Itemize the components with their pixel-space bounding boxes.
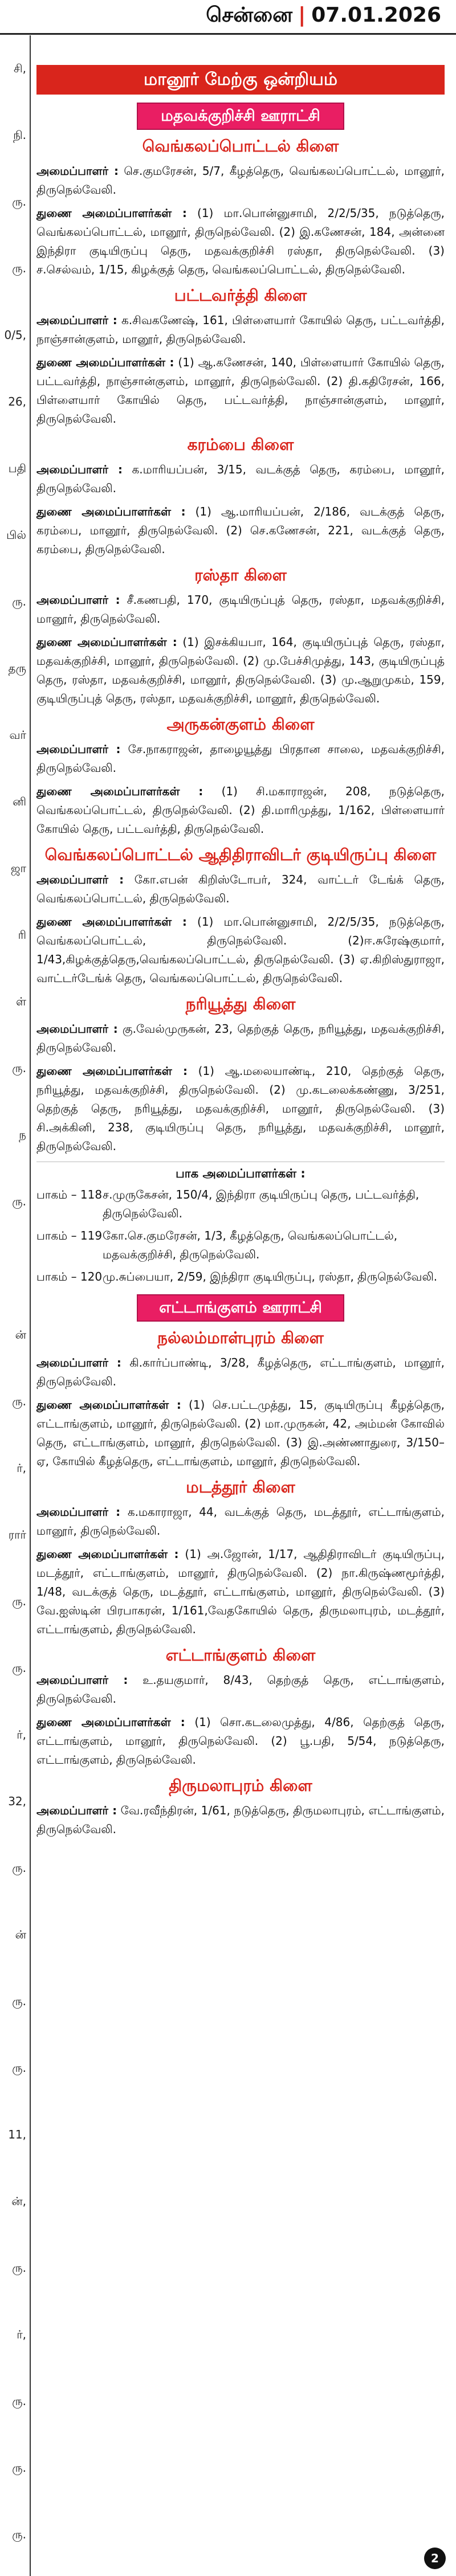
- spacer: [187, 915, 197, 929]
- left-fragment: 32,: [8, 1794, 26, 1808]
- left-fragment: ரு.: [12, 2528, 26, 2541]
- left-fragment: 0/5,: [4, 328, 26, 342]
- left-fragment: ரி: [18, 928, 26, 942]
- left-fragment: னி: [13, 795, 26, 808]
- left-fragment: 11,: [8, 2128, 26, 2141]
- panchayat-banner: எட்டாங்குளம் ஊராட்சி: [137, 1294, 344, 1322]
- panchayat-banner: மதவக்குறிச்சி ஊராட்சி: [137, 103, 344, 130]
- left-fragment: ரு.: [12, 1661, 26, 1675]
- role-label: துணை அமைப்பாளர்கள் :: [36, 206, 187, 220]
- spacer: [117, 313, 121, 327]
- part-number: பாகம் – 118: [36, 1188, 103, 1201]
- member-text: சே.நாகராஜன், தாழையூத்து பிரதான சாலை, மதவக்குறிச்சி, திருநெல்வேலி.: [36, 742, 445, 775]
- left-fragment: பதி: [8, 461, 26, 475]
- part-text: கோ.செ.குமரேசன், 1/3, கீழத்தெரு, வெங்கலப்பொட்டல், மதவக்குறிச்சி, திருநெல்வேலி.: [103, 1229, 398, 1261]
- role-label: அமைப்பாளர் :: [36, 873, 124, 886]
- spacer: [120, 1505, 128, 1519]
- member-entry: [36, 1062, 445, 1156]
- spacer: [123, 463, 132, 476]
- member-text: வே.ரவீந்திரன், 1/61, நடுத்தெரு, திருமலாபுரம், எட்டாங்குளம், திருநெல்வேலி.: [36, 1804, 445, 1836]
- left-fragment: வர்: [9, 728, 26, 742]
- member-entry: [36, 633, 445, 708]
- left-fragment: ன்: [15, 1928, 26, 1941]
- header-date: 07.01.2026: [311, 3, 441, 27]
- left-fragment: ரு.: [12, 1061, 26, 1075]
- member-entry: [36, 311, 445, 349]
- spacer: [121, 742, 128, 756]
- member-text: (1) இசக்கியபா, 164, குடியிருப்புத் தெரு, ரஸ்தா, மதவக்குறிச்சி, மானூர், திருநெல்வேலி. (2) மு.பேச்சிமுத்து, 143, குடியிருப்புத் தெரு, ரஸ்தா, மதவக்குறிச்சி, மானூர், திருநெல்வேலி. (3) மு.ஆறுமுகம், 159, குடியிருப்புத் தெரு, ரஸ்தா, மதவக்குறிச்சி, மானூர், திருநெல்வேலி.: [36, 635, 445, 705]
- role-label: அமைப்பாளர் :: [36, 742, 121, 756]
- left-fragment: ரு.: [12, 1594, 26, 1608]
- spacer: [187, 206, 197, 220]
- member-entry: [36, 204, 445, 279]
- left-fragment: ரு.: [12, 1395, 26, 1408]
- header-text: [206, 3, 441, 30]
- member-entry: [36, 1545, 445, 1639]
- spacer: [119, 164, 124, 178]
- spacer: [124, 873, 135, 886]
- member-text: (1) செ.பட்டமுத்து, 15, குடியிருப்பு கீழத்தெரு, எட்டாங்குளம், மானூர், திருநெல்வேலி. (2) மா.முருகன், 42, அம்மன் கோவில் தெரு, எட்டாங்குளம், மானூர், திருநெல்வேலி. (3) இ.அண்ணாதுரை, 3/150–ஏ, கோயில் கீழத்தெரு, எட்டாங்குளம், மானூர், திருநெல்வேலி.: [36, 1398, 445, 1468]
- main-column: [36, 65, 445, 1843]
- role-label: அமைப்பாளர் :: [36, 1673, 128, 1687]
- role-label: துணை அமைப்பாளர்கள் :: [36, 1547, 179, 1561]
- role-label: துணை அமைப்பாளர்கள் :: [36, 1715, 185, 1729]
- branch-title: எட்டாங்குளம் கிளை: [165, 1646, 316, 1665]
- left-fragment: ரு.: [12, 2394, 26, 2408]
- sections-container: [36, 103, 445, 1839]
- spacer: [203, 784, 221, 798]
- part-row: [36, 1185, 445, 1223]
- spacer: [188, 1064, 198, 1078]
- member-text: (1) மா.பொன்னுசாமி, 2/2/5/35, நடுத்தெரு, வெங்கலப்பொட்டல், திருநெல்வேலி. (2)ஈ.சுரேஷ்குமார், 1/43,கிழக்குத்தெரு,வெங்கலப்பொட்டல், திருநெல்வேலி. (3) ஏ.கிறிஸ்துராஜா, வாட்டர்டேங்க் தெரு, வெங்கலப்பொட்டல், திருநெல்வேலி.: [36, 915, 445, 985]
- left-fragment: சி,: [13, 62, 26, 75]
- member-entry: [36, 162, 445, 199]
- member-text: சீ.கணபதி, 170, குடியிருப்புத் தெரு, ரஸ்தா, மதவக்குறிச்சி, மானூர், திருநெல்வேலி.: [36, 593, 445, 625]
- left-fragment: தரு: [8, 661, 26, 675]
- member-entry: [36, 1396, 445, 1471]
- member-text: உ.தயகுமார், 8/43, தெற்குத் தெரு, எட்டாங்குளம், திருநெல்வேலி.: [36, 1673, 445, 1706]
- member-text: கோ.எபன் கிறிஸ்டோபர், 324, வாட்டர் டேங்க் தெரு, வெங்கலப்பொட்டல், திருநெல்வேலி.: [36, 873, 445, 905]
- branch-title: நரியூத்து கிளை: [185, 995, 296, 1013]
- member-entry: [36, 782, 445, 839]
- member-text: (1) ஆ.மலையாண்டி, 210, தெற்குத் தெரு, நரியூத்து, மதவக்குறிச்சி, திருநெல்வேலி. (2) மு.கடலைக்கண்ணு, 3/251, தெற்குத் தெரு, நரியூத்து, மதவக்குறிச்சி, மானூர், திருநெல்வேலி. (3) சி.அக்கினி, 238, குடியிருப்பு தெரு, நரியூத்து, மதவக்குறிச்சி, மானூர், திருநெல்வேலி.: [36, 1064, 445, 1153]
- member-entry: [36, 740, 445, 778]
- role-label: அமைப்பாளர் :: [36, 313, 117, 327]
- part-number: பாகம் – 119: [36, 1229, 103, 1242]
- branch-title: மடத்தூர் கிளை: [186, 1478, 295, 1496]
- member-text: கி.கார்ப்பாண்டி, 3/28, கீழத்தெரு, எட்டாங்குளம், மானூர், திருநெல்வேலி.: [36, 1356, 445, 1388]
- part-text: மு.சுப்பையா, 2/59, இந்திரா குடியிருப்பு, ரஸ்தா, திருநெல்வேலி.: [103, 1270, 438, 1283]
- role-label: அமைப்பாளர் :: [36, 164, 119, 178]
- branch-title: கரம்பை கிளை: [187, 435, 294, 454]
- part-text: ச.முருகேசன், 150/4, இந்திரா குடியிருப்பு தெரு, பட்டவர்த்தி, திருநெல்வேலி.: [103, 1188, 420, 1220]
- branch-title: பட்டவர்த்தி கிளை: [174, 286, 307, 305]
- member-text: (1) சி.மகாராஜன், 208, நடுத்தெரு, வெங்கலப்பொட்டல், திருநெல்வேலி. (2) தி.மாரிமுத்து, 1/162, பிள்ளையார் கோயில் தெரு, பட்டவர்த்தி, திருநெல்வேலி.: [36, 784, 445, 836]
- left-fragment: ன்,: [11, 2194, 26, 2208]
- branch-title: நல்லம்மாள்புரம் கிளை: [157, 1328, 324, 1347]
- left-fragment: ரு.: [12, 1994, 26, 2008]
- branch-title: திருமலாபுரம் கிளை: [169, 1776, 312, 1795]
- page-number: 2: [424, 2548, 446, 2569]
- spacer: [179, 1547, 185, 1561]
- member-text: (1) சொ.கடலைமுத்து, 4/86, தெற்குத் தெரு, எட்டாங்குளம், மானூர், திருநெல்வேலி. (2) பூ.பதி, 5/54, நடுத்தெரு, எட்டாங்குளம், திருநெல்வேலி.: [36, 1715, 445, 1767]
- left-fragment: ர்,: [17, 1728, 26, 1741]
- role-label: துணை அமைப்பாளர்கள் :: [36, 505, 186, 518]
- member-text: (1) அ.ஜோன், 1/17, ஆதிதிராவிடர் குடியிருப்பு, மடத்தூர், எட்டாங்குளம், மானூர், திருநெல்வேலி. (2) நா.கிருஷ்ணமூர்த்தி, 1/48, வடக்குத் தெரு, மடத்தூர், எட்டாங்குளம், மானூர், திருநெல்வேலி. (3) வே.ஐஸ்டின் பிரபாகரன், 1/161,வேதகோயில் தெரு, திருமலாபுரம், மடத்தூர், எட்டாங்குளம், திருநெல்வேலி.: [36, 1547, 445, 1636]
- branch-title: அருகன்குளம் கிளை: [166, 715, 315, 734]
- role-label: அமைப்பாளர் :: [36, 1356, 121, 1369]
- member-text: (1) ஆ.கணேசன், 140, பிள்ளையார் கோயில் தெரு, பட்டவர்த்தி, நாஞ்சான்குளம், மானூர், திருநெல்வேலி. (2) தி.கதிரேசன், 166, பிள்ளையார் கோயில் தெரு, பட்டவர்த்தி, நாஞ்சான்குளம், மானூர், திருநெல்வேலி.: [36, 355, 445, 426]
- member-entry: [36, 1503, 445, 1540]
- member-entry: [36, 1713, 445, 1769]
- left-fragment: ர்,: [17, 2328, 26, 2341]
- part-number: பாகம் – 120: [36, 1270, 103, 1283]
- page-header: [0, 0, 456, 35]
- member-entry: [36, 353, 445, 428]
- member-entry: [36, 1801, 445, 1839]
- role-label: துணை அமைப்பாளர்கள் :: [36, 1398, 181, 1412]
- role-label: அமைப்பாளர் :: [36, 1022, 118, 1036]
- parts-heading: பாக அமைப்பாளர்கள் :: [176, 1167, 306, 1180]
- member-text: செ.குமரேசன், 5/7, கீழத்தெரு, வெங்கலப்பொட்டல், மானூர், திருநெல்வேலி.: [36, 164, 445, 197]
- member-entry: [36, 460, 445, 498]
- spacer: [118, 1022, 123, 1036]
- role-label: துணை அமைப்பாளர்கள் :: [36, 915, 187, 929]
- left-fragment: ஜா: [10, 861, 26, 875]
- member-text: கு.வேல்முருகன், 23, தெற்குத் தெரு, நரியூத்து, மதவக்குறிச்சி, திருநெல்வேலி.: [36, 1022, 445, 1054]
- left-fragment: ரு.: [12, 1861, 26, 1875]
- member-entry: [36, 913, 445, 988]
- union-title-banner: மானூர் மேற்கு ஒன்றியம்: [36, 65, 445, 95]
- left-fragment: ரு.: [12, 2061, 26, 2075]
- member-text: க.மகாராஜா, 44, வடக்குத் தெரு, மடத்தூர், எட்டாங்குளம், மானூர், திருநெல்வேலி.: [36, 1505, 445, 1538]
- branch-title: ரஸ்தா கிளை: [194, 566, 287, 584]
- left-fragment: ரு.: [12, 2461, 26, 2475]
- role-label: துணை அமைப்பாளர்கள் :: [36, 355, 174, 369]
- role-label: துணை அமைப்பாளர்கள் :: [36, 635, 177, 649]
- left-fragment: ர்,: [17, 1461, 26, 1475]
- role-label: அமைப்பாளர் :: [36, 1804, 117, 1817]
- spacer: [128, 1673, 142, 1687]
- member-entry: [36, 591, 445, 628]
- left-fragment: நி.: [13, 128, 26, 142]
- member-text: (1) மா.பொன்னுசாமி, 2/2/5/35, நடுத்தெரு, வெங்கலப்பொட்டல், மானூர், திருநெல்வேலி. (2) இ.கணேசன், 184, அன்னை இந்திரா குடியிருப்பு தெரு, மதவக்குறிச்சி ரஸ்தா, திருநெல்வேலி. (3) ச.செல்வம், 1/15, கிழக்குத் தெரு, வெங்கலப்பொட்டல், திருநெல்வேலி.: [36, 206, 445, 276]
- part-row: [36, 1267, 445, 1286]
- member-text: (1) ஆ.மாரியப்பன், 2/186, வடக்குத் தெரு, கரம்பை, மானூர், திருநெல்வேலி. (2) செ.கணேசன், 221, வடக்குத் தெரு, கரம்பை, திருநெல்வேலி.: [36, 505, 445, 556]
- left-fragment: 26,: [8, 395, 26, 408]
- left-fragment: ந: [19, 1128, 26, 1142]
- left-fragment: ள்: [15, 995, 26, 1008]
- member-entry: [36, 502, 445, 559]
- left-fragment: ரு.: [12, 1195, 26, 1208]
- header-city: சென்னை: [206, 3, 293, 27]
- spacer: [186, 505, 196, 518]
- role-label: அமைப்பாளர் :: [36, 463, 123, 476]
- spacer: [177, 635, 183, 649]
- left-fragment: ரு.: [12, 2261, 26, 2275]
- left-fragment: ரு.: [12, 595, 26, 608]
- left-fragment: பில்: [6, 528, 26, 542]
- role-label: அமைப்பாளர் :: [36, 593, 120, 607]
- spacer: [121, 1356, 129, 1369]
- role-label: துணை அமைப்பாளர்கள் :: [36, 1064, 188, 1078]
- member-entry: [36, 1354, 445, 1391]
- branch-title: வெங்கலப்பொட்டல் ஆதிதிராவிடர் குடியிருப்பு கிளை: [44, 845, 437, 864]
- left-column-fragments: [0, 35, 31, 2576]
- left-fragment: ரு.: [12, 195, 26, 208]
- member-entry: [36, 1671, 445, 1708]
- member-text: க.சிவகணேஷ், 161, பிள்ளையார் கோயில் தெரு, பட்டவர்த்தி, நாஞ்சான்குளம், மானூர், திருநெல்வேலி.: [36, 313, 445, 346]
- spacer: [185, 1715, 195, 1729]
- member-text: க.மாரியப்பன், 3/15, வடக்குத் தெரு, கரம்பை, மானூர், திருநெல்வேலி.: [36, 463, 445, 495]
- left-fragment: ரார்: [8, 1528, 26, 1541]
- branch-title: வெங்கலப்பொட்டல் கிளை: [142, 137, 339, 156]
- part-row: [36, 1226, 445, 1264]
- member-entry: [36, 1020, 445, 1057]
- header-separator: |: [298, 3, 306, 27]
- left-fragment: ரு.: [12, 261, 26, 275]
- role-label: அமைப்பாளர் :: [36, 1505, 121, 1519]
- left-fragment: ன்: [15, 1328, 26, 1342]
- spacer: [120, 593, 127, 607]
- spacer: [181, 1398, 189, 1412]
- member-entry: [36, 870, 445, 908]
- role-label: துணை அமைப்பாளர்கள் :: [36, 784, 203, 798]
